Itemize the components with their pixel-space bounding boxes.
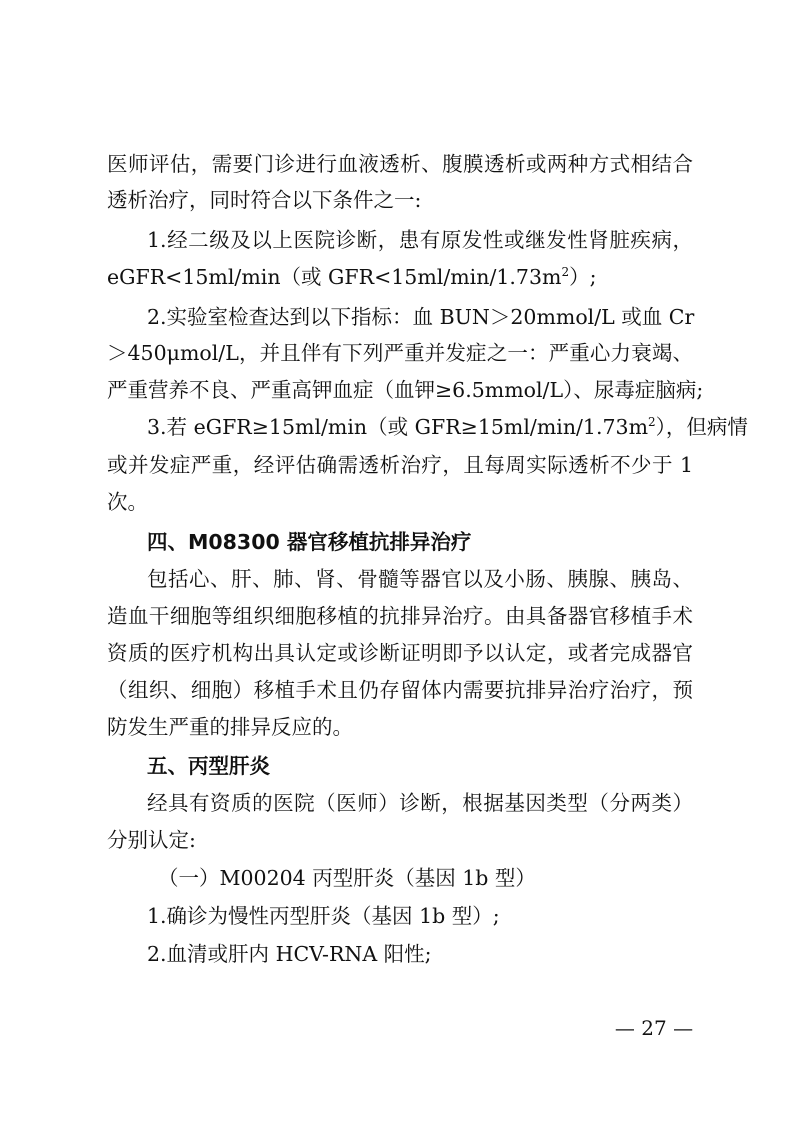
paragraph-line: （组织、细胞）移植手术且仍存留体内需要抗排异治疗治疗，预 <box>107 678 693 702</box>
paragraph-line: 造血干细胞等组织细胞移植的抗排异治疗。由具备器官移植手术 <box>107 604 693 628</box>
formula-text: 3.若 eGFR≥15ml/min（或 GFR≥15ml/min/1.73m <box>147 415 649 439</box>
paragraph-line: 包括心、肝、肺、肾、骨髓等器官以及小肠、胰腺、胰岛、 <box>147 567 693 591</box>
paragraph-line: 分别认定: <box>107 828 196 852</box>
formula-text: ），但病情 <box>655 415 748 439</box>
paragraph-line: 或并发症严重，经评估确需透析治疗，且每周实际透析不少于 1 <box>107 453 693 477</box>
superscript: 2 <box>648 415 656 430</box>
condition-2-line: 2.实验室检查达到以下指标：血 BUN＞20mmol/L 或血 Cr <box>147 305 695 329</box>
formula-text: eGFR<15ml/min（或 GFR<15ml/min/1.73m <box>107 265 562 289</box>
formula-text: ）; <box>569 265 597 289</box>
paragraph-line: 医师评估，需要门诊进行血液透析、腹膜透析或两种方式相结合 <box>107 152 693 176</box>
section-heading-5: 五、丙型肝炎 <box>147 754 270 778</box>
paragraph-line: 严重营养不良、严重高钾血症（血钾≥6.5mmol/L）、尿毒症脑病; <box>107 378 704 402</box>
condition-3-line <box>147 415 748 439</box>
formula-group <box>147 415 656 439</box>
paragraph-line: 防发生严重的排异反应的。 <box>107 715 353 739</box>
paragraph-line: 资质的医疗机构出具认定或诊断证明即予以认定，或者完成器官 <box>107 641 693 665</box>
list-item: 1.确诊为慢性丙型肝炎（基因 1b 型）; <box>147 904 500 928</box>
paragraph-line: 次。 <box>107 490 148 514</box>
paragraph-line: 透析治疗，同时符合以下条件之一: <box>107 188 422 212</box>
paragraph-line: ＞450μmol/L，并且伴有下列严重并发症之一：严重心力衰竭、 <box>107 341 693 365</box>
list-item: 2.血清或肝内 HCV-RNA 阳性; <box>147 942 432 966</box>
superscript: 2 <box>561 265 570 280</box>
section-heading-4: 四、M08300 器官移植抗排异治疗 <box>147 530 472 554</box>
subsection-heading: （一）M00204 丙型肝炎（基因 1b 型） <box>158 866 536 890</box>
condition-1-formula <box>107 265 693 289</box>
condition-1-line: 1.经二级及以上医院诊断，患有原发性或继发性肾脏疾病， <box>147 228 693 252</box>
page-number: — 27 — <box>614 1016 694 1040</box>
paragraph-line: 经具有资质的医院（医师）诊断，根据基因类型（分两类） <box>147 791 693 815</box>
